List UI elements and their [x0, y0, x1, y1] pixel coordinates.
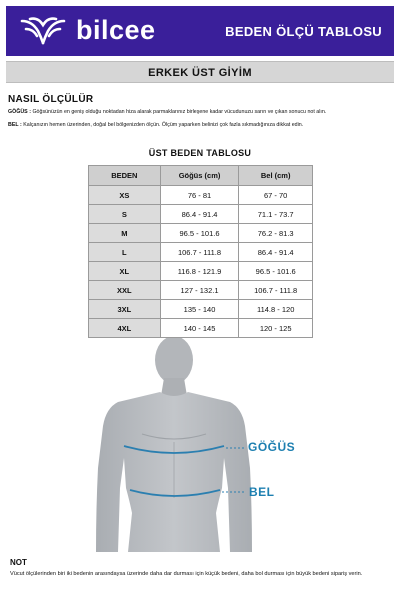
brand-name: bilcee — [76, 15, 156, 45]
size-cell: M — [89, 224, 161, 243]
page-title: BEDEN ÖLÇÜ TABLOSU — [225, 24, 382, 39]
how-to-measure-title: NASIL ÖLÇÜLÜR — [8, 94, 94, 105]
chest-cell: 106.7 - 111.8 — [160, 243, 239, 262]
size-cell: XL — [89, 262, 161, 281]
size-cell: XXL — [89, 281, 161, 300]
header-bar — [6, 6, 394, 56]
table-title: ÜST BEDEN TABLOSU — [148, 148, 252, 158]
note-text: Vücut ölçülerinden biri iki bedenin arasındaysa üzerinde daha dar durması için küçük bedeni, daha bol durması için büyük bedeni sipariş verin. — [10, 571, 363, 577]
table-row — [89, 319, 313, 338]
note-title: NOT — [10, 558, 27, 567]
wings-logo-icon — [20, 15, 66, 47]
size-table — [88, 165, 313, 338]
chest-text: Göğsünüzün en geniş olduğu noktadan hiza alarak parmaklarınız birleşene kadar vücudunuzu sarın ve çıkan sonucu not alın. — [30, 109, 327, 115]
chest-cell: 86.4 - 91.4 — [160, 205, 239, 224]
table-row — [89, 205, 313, 224]
waist-cell: 114.8 - 120 — [239, 300, 313, 319]
waist-text: Kalçanızın hemen üzerinden, doğal bel bölgenizden ölçün. Ölçüm yaparken belinizi çok fazla sıkmadığınıza dikkat edin. — [21, 122, 304, 128]
torso-silhouette — [96, 338, 252, 552]
chest-term: GÖĞÜS : — [8, 109, 31, 115]
chest-cell: 96.5 - 101.6 — [160, 224, 239, 243]
chest-cell: 140 - 145 — [160, 319, 239, 338]
table-row — [89, 300, 313, 319]
chest-cell: 116.8 - 121.9 — [160, 262, 239, 281]
size-cell: 4XL — [89, 319, 161, 338]
waist-cell: 96.5 - 101.6 — [239, 262, 313, 281]
chest-cell: 76 - 81 — [160, 186, 239, 205]
waist-cell: 86.4 - 91.4 — [239, 243, 313, 262]
waist-cell: 120 - 125 — [239, 319, 313, 338]
waist-cell: 106.7 - 111.8 — [239, 281, 313, 300]
table-row — [89, 224, 313, 243]
chest-label: GÖĞÜS — [248, 440, 296, 454]
waist-cell: 71.1 - 73.7 — [239, 205, 313, 224]
category-banner: ERKEK ÜST GİYİM — [6, 61, 394, 83]
chest-instruction — [8, 109, 394, 116]
header-waist: Bel (cm) — [239, 166, 313, 186]
header-chest: Göğüs (cm) — [160, 166, 239, 186]
table-row — [89, 243, 313, 262]
waist-label: BEL — [249, 485, 275, 499]
chest-cell: 127 - 132.1 — [160, 281, 239, 300]
header-size: BEDEN — [89, 166, 161, 186]
chest-cell: 135 - 140 — [160, 300, 239, 319]
table-row — [89, 186, 313, 205]
table-header-row — [89, 166, 313, 186]
size-cell: L — [89, 243, 161, 262]
waist-cell: 67 - 70 — [239, 186, 313, 205]
waist-instruction — [8, 122, 394, 129]
size-cell: 3XL — [89, 300, 161, 319]
table-row — [89, 262, 313, 281]
waist-term: BEL : — [8, 122, 22, 128]
waist-cell: 76.2 - 81.3 — [239, 224, 313, 243]
size-cell: S — [89, 205, 161, 224]
size-cell: XS — [89, 186, 161, 205]
table-row — [89, 281, 313, 300]
